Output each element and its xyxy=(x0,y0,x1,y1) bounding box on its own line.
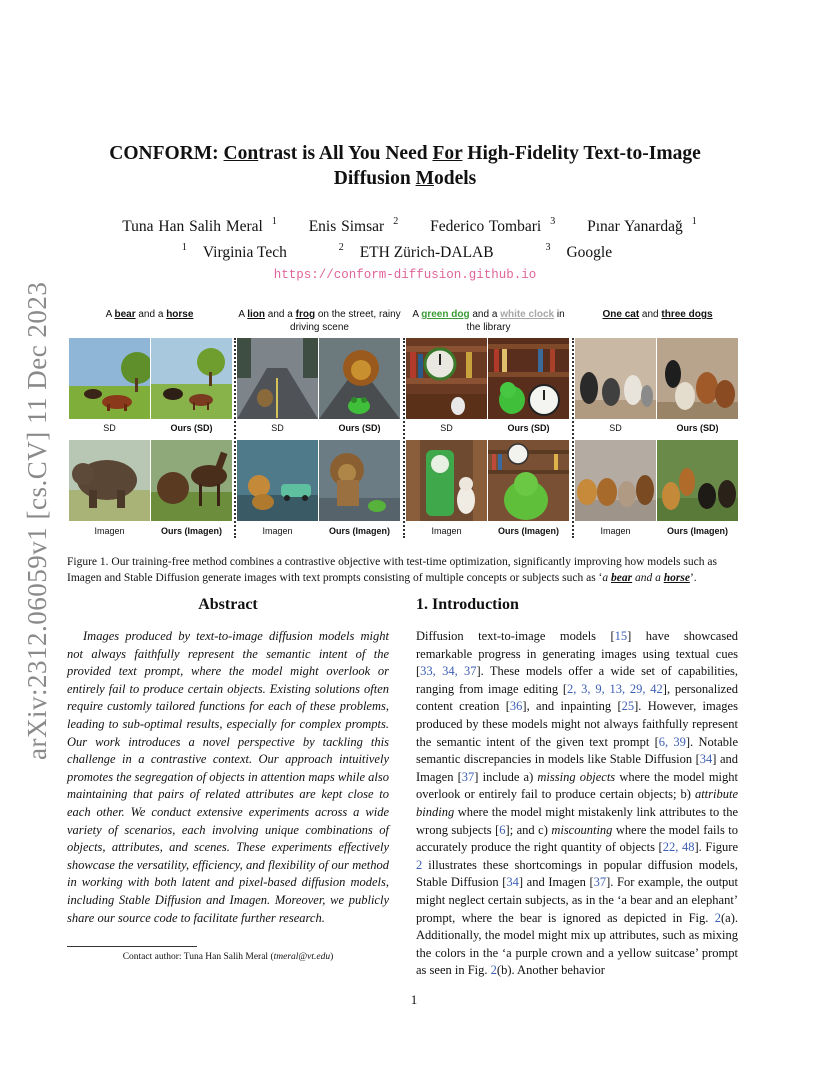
label-sd: SD xyxy=(271,423,284,433)
figure-panel-bear-horse xyxy=(67,306,232,546)
figure-panel-cat-dogs xyxy=(575,306,740,546)
figure-panel-dog-clock xyxy=(406,306,571,546)
label-imagen: Imagen xyxy=(262,526,293,536)
prompt-text: A green dog and a white clock in the library xyxy=(412,309,565,333)
panel-divider xyxy=(572,338,574,538)
label-ours-imagen: Ours (Imagen) xyxy=(160,526,222,536)
image-ours-imagen xyxy=(657,440,738,521)
abstract-heading: Abstract xyxy=(198,596,258,613)
image-ours-sd xyxy=(151,338,232,419)
image-ours-sd xyxy=(488,338,569,419)
image-imagen xyxy=(406,440,487,521)
arxiv-watermark: arXiv:2312.06059v1 [cs.CV] 11 Dec 2023 xyxy=(22,281,52,760)
panel-divider xyxy=(403,338,405,538)
label-imagen: Imagen xyxy=(431,526,462,536)
prompt-text: A lion and a frog on the street, rainy driving scene xyxy=(238,309,401,333)
label-ours-sd: Ours (SD) xyxy=(676,423,719,433)
figure-caption: Figure 1. Our training-free method combines a contrastive objective with test-time optimization, significantly improving how models such as Imagen and Stable Diffusion generate images with text prompts consisting of multiple concepts or subjects such as ‘a bear and a horse’. xyxy=(67,556,717,584)
footnote-rule xyxy=(67,946,197,947)
image-sd xyxy=(237,338,318,419)
image-ours-sd xyxy=(657,338,738,419)
affiliation-list xyxy=(90,244,720,262)
label-sd: SD xyxy=(103,423,116,433)
prompt-text: One cat and three dogs xyxy=(602,309,713,320)
image-sd xyxy=(69,338,150,419)
footnote: Contact author: Tuna Han Salih Meral (tmeral@vt.edu) xyxy=(122,952,334,962)
image-imagen xyxy=(237,440,318,521)
label-sd: SD xyxy=(609,423,622,433)
affiliation: $^2$ ETH Zürich-DALAB xyxy=(338,242,494,261)
image-imagen xyxy=(69,440,150,521)
label-sd: SD xyxy=(440,423,453,433)
project-url[interactable]: https://conform-diffusion.github.io xyxy=(273,268,537,282)
image-ours-sd xyxy=(319,338,400,419)
abstract-body: Images produced by text-to-image diffusion models might not always faithfully represent the semantic intent of the provided text prompt, where the model might overlook or entirely fail to produce certain objects. Existing solutions often require customly tailored functions for each of these problems, leading to sub-optimal results, especially for complex prompts. Our work introduces a novel perspective by tackling this challenge in a contrastive context. Our approach intuitively promotes the segregation of objects in attention maps while also maintaining that pairs of related attributes are kept close to each other. We conduct extensive experiments across a wide variety of scenarios, each involving unique combinations of objects, attributes, and scenes. These experiments effectively showcase the versatility, efficiency, and flexibility of our method in working with both latent and pixel-based diffusion models, including Stable Diffusion and Imagen. Moreover, we publicly share our source code to facilitate further research. xyxy=(67,629,389,925)
image-imagen xyxy=(575,440,656,521)
image-sd xyxy=(406,338,487,419)
author-list xyxy=(90,218,720,236)
author: Tuna Han Salih Meral $^1$ xyxy=(122,216,277,235)
introduction-heading: 1. Introduction xyxy=(416,596,519,613)
image-ours-imagen xyxy=(319,440,400,521)
image-sd xyxy=(575,338,656,419)
introduction-body: Diffusion text-to-image models [15] have showcased remarkable progress in generating images using textual cues [33, 34, 37]. These models offer a wide set of capabilities, ranging from image editing [2, 3, 9, 13, 29, 42], personalized content creation [36], and inpainting [25]. However, images produced by these models might not always faithfully represent the semantic intent of the given text prompt [6, 39]. Notable semantic discrepancies in models like Stable Diffusion [34] and Imagen [37] include a) missing objects where the model might overlook or entirely fail to produce certain objects; b) attribute binding where the model might mistakenly link attributes to the wrong subjects [6]; and c) miscounting where the model fails to accurately produce the right quantity of objects [22, 48]. Figure 2 illustrates these shortcomings in popular diffusion models, Stable Diffusion [34] and Imagen [37]. For example, the output might neglect certain subjects, as in the ‘a bear and an elephant’ prompt, where the bear is ignored as depicted in Fig. 2(a). Additionally, the model might mix up attributes, such as mixing the colors in the ‘a purple crown and a yellow suitcase’ prompt as seen in Fig. 2(b). Another behavior xyxy=(416,629,739,978)
label-imagen: Imagen xyxy=(600,526,631,536)
label-ours-sd: Ours (SD) xyxy=(507,423,550,433)
affiliation: $^3$ Google xyxy=(545,242,613,261)
prompt-text: A bear and a horse xyxy=(105,309,194,320)
label-ours-sd: Ours (SD) xyxy=(170,423,213,433)
image-ours-imagen xyxy=(151,440,232,521)
label-ours-sd: Ours (SD) xyxy=(338,423,381,433)
figure-1 xyxy=(67,306,739,546)
image-ours-imagen xyxy=(488,440,569,521)
author: Federico Tombari $^3$ xyxy=(430,216,556,235)
page-number: 1 xyxy=(410,992,418,1007)
figure-panel-lion-frog xyxy=(237,306,402,546)
author: Pınar Yanardağ $^1$ xyxy=(587,216,697,235)
paper-title: CONFORM: Contrast is All You Need For High-Fidelity Text-to-Image Diffusion Models xyxy=(109,143,701,189)
label-ours-imagen: Ours (Imagen) xyxy=(497,526,559,536)
label-ours-imagen: Ours (Imagen) xyxy=(666,526,728,536)
author: Enis Simsar $^2$ xyxy=(308,216,399,235)
panel-divider xyxy=(234,338,236,538)
label-imagen: Imagen xyxy=(94,526,125,536)
label-ours-imagen: Ours (Imagen) xyxy=(328,526,390,536)
affiliation: $^1$ Virginia Tech xyxy=(181,242,287,261)
